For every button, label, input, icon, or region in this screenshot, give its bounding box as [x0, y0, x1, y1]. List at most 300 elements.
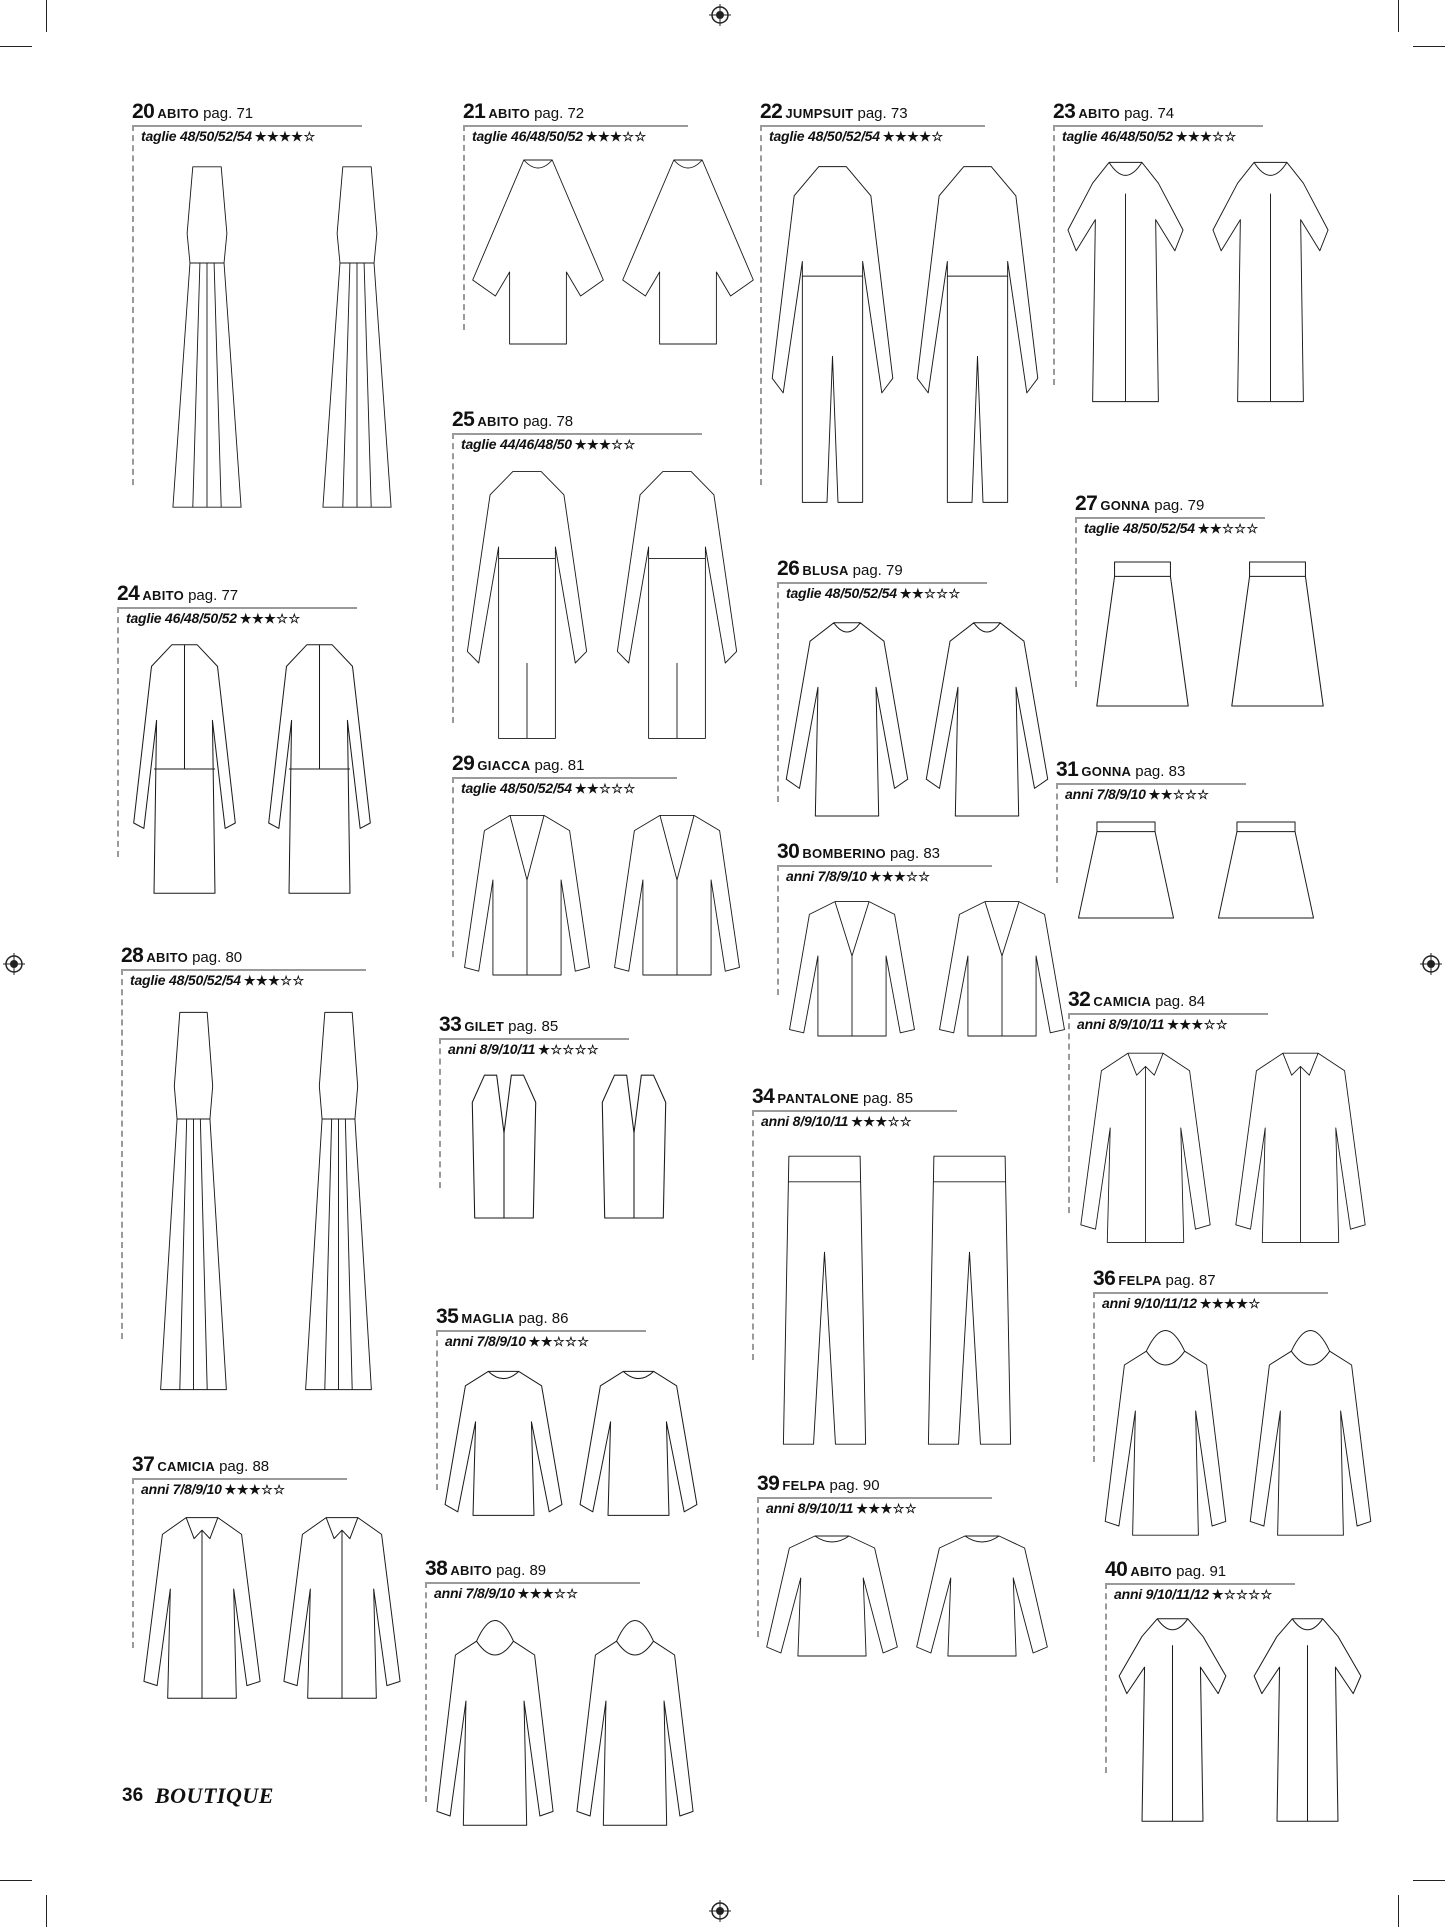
model-title — [757, 1472, 880, 1496]
star-filled-icon: ★ — [291, 129, 304, 144]
garment-type: GILET — [464, 1019, 505, 1034]
size-range — [1102, 1295, 1261, 1312]
model-title — [752, 1085, 913, 1109]
star-filled-icon: ★ — [894, 129, 908, 144]
garment-technical-drawing — [760, 152, 1050, 517]
front-view — [472, 1075, 535, 1218]
size-label: taglie 46/48/50/52 — [472, 128, 583, 144]
star-empty-icon: ☆ — [577, 1334, 590, 1349]
page-reference: pag. 84 — [1155, 993, 1206, 1010]
size-label: anni 9/10/11/12 — [1114, 1586, 1209, 1602]
model-number: 29 — [452, 752, 475, 775]
size-range — [1077, 1016, 1228, 1033]
star-filled-icon: ★ — [243, 973, 256, 988]
registration-mark-icon — [709, 4, 731, 26]
star-empty-icon: ☆ — [904, 1501, 917, 1516]
model-title — [463, 100, 584, 124]
star-filled-icon: ★ — [1236, 1296, 1249, 1311]
header-rule — [117, 607, 357, 609]
star-filled-icon: ★ — [1209, 521, 1223, 536]
garment-type: GONNA — [1081, 764, 1132, 779]
crop-mark — [46, 1895, 47, 1927]
header-rule — [425, 1582, 640, 1584]
model-number: 36 — [1093, 1267, 1116, 1290]
garment-type: BOMBERINO — [802, 846, 886, 861]
header-rule — [1056, 783, 1246, 785]
back-view — [306, 1012, 372, 1389]
size-range — [472, 128, 647, 145]
difficulty-rating — [1149, 787, 1210, 802]
garment-technical-drawing — [439, 1065, 699, 1235]
header-rule — [436, 1330, 646, 1332]
model-number: 40 — [1105, 1558, 1128, 1581]
garment-technical-drawing — [452, 804, 752, 994]
page-number: 36 — [122, 1785, 144, 1806]
garment-technical-drawing — [132, 152, 432, 522]
difficulty-rating — [518, 1586, 579, 1601]
star-empty-icon: ☆ — [550, 1042, 563, 1057]
header-rule — [121, 969, 366, 971]
page-reference: pag. 77 — [188, 587, 239, 604]
crop-mark — [1413, 46, 1445, 47]
registration-mark-icon — [3, 953, 25, 975]
front-view — [1068, 162, 1183, 401]
star-filled-icon: ★ — [255, 973, 269, 988]
star-empty-icon: ☆ — [906, 869, 919, 884]
star-empty-icon: ☆ — [261, 1482, 274, 1497]
front-view — [790, 902, 915, 1036]
garment-technical-drawing — [452, 460, 752, 750]
star-filled-icon: ★ — [538, 1042, 551, 1057]
star-empty-icon: ☆ — [562, 1042, 575, 1057]
size-range — [434, 1585, 578, 1602]
page-reference: pag. 79 — [1154, 497, 1205, 514]
page-reference: pag. 85 — [508, 1018, 559, 1035]
model-title — [1093, 1267, 1216, 1291]
size-range — [141, 1481, 285, 1498]
crop-mark — [1398, 1895, 1399, 1927]
front-view — [1097, 562, 1188, 706]
back-view — [1236, 1053, 1365, 1242]
front-view — [783, 1156, 865, 1444]
star-filled-icon: ★ — [856, 1501, 869, 1516]
model-number: 25 — [452, 408, 475, 431]
star-empty-icon: ☆ — [552, 1334, 566, 1349]
star-filled-icon: ★ — [599, 437, 612, 452]
front-view — [173, 167, 241, 507]
size-range — [786, 868, 930, 885]
star-empty-icon: ☆ — [1172, 787, 1186, 802]
star-filled-icon: ★ — [540, 1334, 553, 1349]
star-filled-icon: ★ — [1199, 1296, 1212, 1311]
header-rule — [1105, 1583, 1295, 1585]
back-view — [1232, 562, 1323, 706]
page-reference: pag. 81 — [534, 757, 585, 774]
model-title — [132, 100, 253, 124]
star-filled-icon: ★ — [574, 781, 587, 796]
star-filled-icon: ★ — [585, 129, 598, 144]
garment-type: BLUSA — [802, 563, 849, 578]
size-label: anni 8/9/10/11 — [766, 1500, 854, 1516]
garment-type: ABITO — [1130, 1564, 1173, 1579]
header-rule — [752, 1110, 957, 1112]
size-label: anni 9/10/11/12 — [1102, 1295, 1197, 1311]
model-number: 20 — [132, 100, 155, 123]
page-reference: pag. 74 — [1124, 105, 1175, 122]
star-filled-icon: ★ — [239, 611, 252, 626]
header-rule — [777, 865, 992, 867]
size-label: anni 7/8/9/10 — [445, 1333, 526, 1349]
front-view — [1078, 822, 1173, 918]
front-view — [134, 645, 236, 893]
model-title — [1068, 988, 1205, 1012]
header-rule — [463, 125, 688, 127]
star-filled-icon: ★ — [911, 586, 925, 601]
page-reference: pag. 78 — [523, 413, 574, 430]
model-number: 27 — [1075, 492, 1098, 515]
back-view — [269, 645, 371, 893]
star-filled-icon: ★ — [919, 129, 932, 144]
star-filled-icon: ★ — [266, 129, 280, 144]
difficulty-rating — [529, 1334, 590, 1349]
star-filled-icon: ★ — [863, 1114, 876, 1129]
header-rule — [760, 125, 985, 127]
star-filled-icon: ★ — [264, 611, 277, 626]
star-empty-icon: ☆ — [931, 129, 944, 144]
garment-type: ABITO — [450, 1563, 493, 1578]
size-label: taglie 48/50/52/54 — [461, 780, 572, 796]
back-view — [580, 1371, 697, 1515]
model-number: 32 — [1068, 988, 1091, 1011]
garment-technical-drawing — [777, 609, 1057, 839]
star-filled-icon: ★ — [1191, 1017, 1204, 1032]
page-reference: pag. 90 — [829, 1477, 880, 1494]
page-reference: pag. 91 — [1176, 1563, 1227, 1580]
header-rule — [1068, 1013, 1268, 1015]
back-view — [1250, 1331, 1371, 1536]
star-filled-icon: ★ — [529, 1586, 542, 1601]
difficulty-rating — [1198, 521, 1259, 536]
model-number: 33 — [439, 1013, 462, 1036]
size-range — [126, 610, 301, 627]
front-view — [1105, 1331, 1226, 1536]
star-empty-icon: ☆ — [918, 869, 931, 884]
star-filled-icon: ★ — [236, 1482, 249, 1497]
model-number: 23 — [1053, 100, 1076, 123]
difficulty-rating — [1212, 1587, 1273, 1602]
star-filled-icon: ★ — [610, 129, 623, 144]
star-empty-icon: ☆ — [622, 129, 635, 144]
back-view — [577, 1621, 693, 1826]
garment-technical-drawing — [777, 892, 1077, 1052]
page-reference: pag. 72 — [534, 105, 585, 122]
model-number: 31 — [1056, 758, 1079, 781]
star-empty-icon: ☆ — [924, 586, 937, 601]
star-filled-icon: ★ — [1187, 129, 1201, 144]
size-label: taglie 48/50/52/54 — [786, 585, 897, 601]
garment-type: ABITO — [146, 950, 189, 965]
header-rule — [132, 125, 362, 127]
garment-technical-drawing — [436, 1357, 706, 1537]
size-range — [766, 1500, 917, 1517]
garment-technical-drawing — [1068, 1040, 1378, 1260]
size-label: taglie 46/48/50/52 — [126, 610, 237, 626]
back-view — [928, 1156, 1010, 1444]
difficulty-rating — [538, 1042, 599, 1057]
size-label: anni 8/9/10/11 — [448, 1041, 536, 1057]
garment-type: FELPA — [1118, 1273, 1162, 1288]
model-title — [777, 557, 903, 581]
star-filled-icon: ★ — [586, 781, 600, 796]
garment-technical-drawing — [117, 634, 387, 904]
size-range — [1065, 786, 1209, 803]
star-empty-icon: ☆ — [948, 586, 961, 601]
difficulty-rating — [1200, 1296, 1261, 1311]
front-view — [1119, 1619, 1226, 1821]
garment-type: GONNA — [1100, 498, 1151, 513]
size-range — [761, 1113, 912, 1130]
back-view — [917, 167, 1038, 503]
star-filled-icon: ★ — [279, 129, 292, 144]
star-filled-icon: ★ — [517, 1586, 530, 1601]
back-view — [940, 902, 1065, 1036]
star-empty-icon: ☆ — [1212, 129, 1225, 144]
garment-technical-drawing — [757, 1524, 1057, 1674]
star-filled-icon: ★ — [254, 129, 267, 144]
registration-mark-icon — [709, 1900, 731, 1922]
size-label: taglie 48/50/52/54 — [141, 128, 252, 144]
front-view — [437, 1621, 553, 1826]
crop-mark — [46, 0, 47, 32]
star-empty-icon: ☆ — [1197, 787, 1210, 802]
model-title — [439, 1013, 558, 1037]
star-filled-icon: ★ — [597, 129, 611, 144]
star-empty-icon: ☆ — [623, 437, 636, 452]
star-filled-icon: ★ — [574, 437, 587, 452]
star-empty-icon: ☆ — [292, 973, 305, 988]
model-title — [425, 1557, 546, 1581]
model-number: 35 — [436, 1305, 459, 1328]
page-reference: pag. 83 — [1135, 763, 1186, 780]
star-empty-icon: ☆ — [1234, 521, 1247, 536]
star-empty-icon: ☆ — [1222, 521, 1235, 536]
header-rule — [132, 1478, 347, 1480]
page-reference: pag. 83 — [889, 845, 940, 862]
size-range — [461, 780, 636, 797]
star-empty-icon: ☆ — [276, 611, 289, 626]
star-filled-icon: ★ — [248, 1482, 262, 1497]
size-label: anni 8/9/10/11 — [1077, 1016, 1165, 1032]
size-label: anni 7/8/9/10 — [786, 868, 867, 884]
crop-mark — [1398, 0, 1399, 32]
garment-type: ABITO — [157, 106, 200, 121]
difficulty-rating — [255, 129, 316, 144]
magazine-brand: BOUTIQUE — [155, 1783, 274, 1808]
back-view — [1218, 822, 1313, 918]
size-label: anni 7/8/9/10 — [1065, 786, 1146, 802]
difficulty-rating — [225, 1482, 286, 1497]
star-filled-icon: ★ — [1167, 1017, 1180, 1032]
star-filled-icon: ★ — [1148, 787, 1161, 802]
size-label: anni 8/9/10/11 — [761, 1113, 849, 1129]
difficulty-rating — [856, 1501, 917, 1516]
model-number: 34 — [752, 1085, 775, 1108]
registration-mark-icon — [1420, 953, 1442, 975]
back-view — [917, 1536, 1048, 1656]
star-filled-icon: ★ — [1211, 1587, 1224, 1602]
garment-technical-drawing — [132, 1505, 412, 1715]
garment-type: ABITO — [142, 588, 185, 603]
star-filled-icon: ★ — [224, 1482, 237, 1497]
star-empty-icon: ☆ — [1203, 1017, 1216, 1032]
back-view — [284, 1518, 400, 1699]
size-range — [141, 128, 316, 145]
garment-type: ABITO — [488, 106, 531, 121]
front-view — [1081, 1053, 1210, 1242]
back-view — [1254, 1619, 1361, 1821]
front-view — [144, 1518, 260, 1699]
size-label: taglie 46/48/50/52 — [1062, 128, 1173, 144]
model-title — [760, 100, 908, 124]
size-range — [1114, 1586, 1273, 1603]
star-empty-icon: ☆ — [1224, 129, 1237, 144]
star-filled-icon: ★ — [528, 1334, 541, 1349]
back-view — [323, 167, 391, 507]
difficulty-rating — [240, 611, 301, 626]
star-filled-icon: ★ — [1211, 1296, 1225, 1311]
header-rule — [757, 1497, 992, 1499]
star-empty-icon: ☆ — [634, 129, 647, 144]
star-empty-icon: ☆ — [892, 1501, 905, 1516]
star-filled-icon: ★ — [586, 437, 600, 452]
garment-technical-drawing — [1053, 152, 1343, 412]
star-filled-icon: ★ — [899, 586, 912, 601]
model-title — [436, 1305, 568, 1329]
garment-technical-drawing — [1093, 1319, 1383, 1549]
difficulty-rating — [900, 586, 961, 601]
crop-mark — [0, 1880, 32, 1881]
difficulty-rating — [575, 437, 636, 452]
star-filled-icon: ★ — [881, 869, 894, 884]
size-label: anni 7/8/9/10 — [141, 1481, 222, 1497]
star-empty-icon: ☆ — [566, 1586, 579, 1601]
back-view — [623, 160, 754, 344]
model-number: 28 — [121, 944, 144, 967]
model-title — [452, 752, 584, 776]
model-number: 39 — [757, 1472, 780, 1495]
back-view — [617, 472, 736, 739]
star-empty-icon: ☆ — [887, 1114, 900, 1129]
model-number: 37 — [132, 1453, 155, 1476]
header-rule — [777, 582, 987, 584]
difficulty-rating — [870, 869, 931, 884]
back-view — [1213, 162, 1328, 401]
star-empty-icon: ☆ — [565, 1334, 578, 1349]
back-view — [926, 623, 1047, 816]
model-number: 21 — [463, 100, 486, 123]
front-view — [467, 472, 586, 739]
page-reference: pag. 88 — [219, 1458, 270, 1475]
star-filled-icon: ★ — [868, 1501, 881, 1516]
star-empty-icon: ☆ — [303, 129, 316, 144]
header-rule — [1053, 125, 1263, 127]
star-empty-icon: ☆ — [611, 437, 624, 452]
size-range — [1084, 520, 1259, 537]
star-empty-icon: ☆ — [1248, 1296, 1261, 1311]
page-reference: pag. 85 — [863, 1090, 914, 1107]
star-filled-icon: ★ — [1224, 1296, 1237, 1311]
size-label: taglie 48/50/52/54 — [1084, 520, 1195, 536]
garment-technical-drawing — [425, 1609, 705, 1839]
star-empty-icon: ☆ — [899, 1114, 912, 1129]
size-range — [448, 1041, 599, 1058]
garment-technical-drawing — [752, 1137, 1042, 1457]
star-filled-icon: ★ — [851, 1114, 864, 1129]
difficulty-rating — [586, 129, 647, 144]
model-number: 38 — [425, 1557, 448, 1580]
star-empty-icon: ☆ — [288, 611, 301, 626]
star-filled-icon: ★ — [893, 869, 907, 884]
model-title — [117, 582, 238, 606]
star-empty-icon: ☆ — [599, 781, 612, 796]
page-reference: pag. 86 — [518, 1310, 569, 1327]
back-view — [615, 815, 740, 975]
star-filled-icon: ★ — [1179, 1017, 1192, 1032]
crop-mark — [1413, 1880, 1445, 1881]
star-filled-icon: ★ — [541, 1586, 555, 1601]
star-filled-icon: ★ — [875, 1114, 888, 1129]
star-empty-icon: ☆ — [623, 781, 636, 796]
size-range — [786, 585, 961, 602]
front-view — [473, 160, 604, 344]
front-view — [767, 1536, 898, 1656]
difficulty-rating — [1167, 1017, 1228, 1032]
garment-technical-drawing — [463, 152, 763, 352]
header-rule — [1093, 1292, 1328, 1294]
star-empty-icon: ☆ — [554, 1586, 567, 1601]
front-view — [786, 623, 907, 816]
garment-type: CAMICIA — [1093, 994, 1152, 1009]
star-filled-icon: ★ — [882, 129, 895, 144]
star-empty-icon: ☆ — [1236, 1587, 1249, 1602]
star-filled-icon: ★ — [880, 1501, 893, 1516]
star-empty-icon: ☆ — [1223, 1587, 1237, 1602]
garment-technical-drawing — [121, 996, 411, 1406]
garment-type: JUMPSUIT — [785, 106, 854, 121]
star-empty-icon: ☆ — [1260, 1587, 1273, 1602]
model-number: 22 — [760, 100, 783, 123]
star-filled-icon: ★ — [1200, 129, 1213, 144]
page-reference: pag. 87 — [1165, 1272, 1216, 1289]
garment-technical-drawing — [1056, 810, 1336, 930]
garment-type: ABITO — [477, 414, 520, 429]
garment-type: PANTALONE — [777, 1091, 860, 1106]
difficulty-rating — [851, 1114, 912, 1129]
page-reference: pag. 79 — [852, 562, 903, 579]
model-title — [121, 944, 242, 968]
difficulty-rating — [1176, 129, 1237, 144]
star-empty-icon: ☆ — [273, 1482, 286, 1497]
size-label: anni 7/8/9/10 — [434, 1585, 515, 1601]
star-filled-icon: ★ — [907, 129, 920, 144]
star-empty-icon: ☆ — [1246, 521, 1259, 536]
header-rule — [452, 777, 677, 779]
size-range — [769, 128, 944, 145]
size-range — [130, 972, 305, 989]
garment-type: FELPA — [782, 1478, 826, 1493]
page-reference: pag. 71 — [203, 105, 254, 122]
difficulty-rating — [575, 781, 636, 796]
